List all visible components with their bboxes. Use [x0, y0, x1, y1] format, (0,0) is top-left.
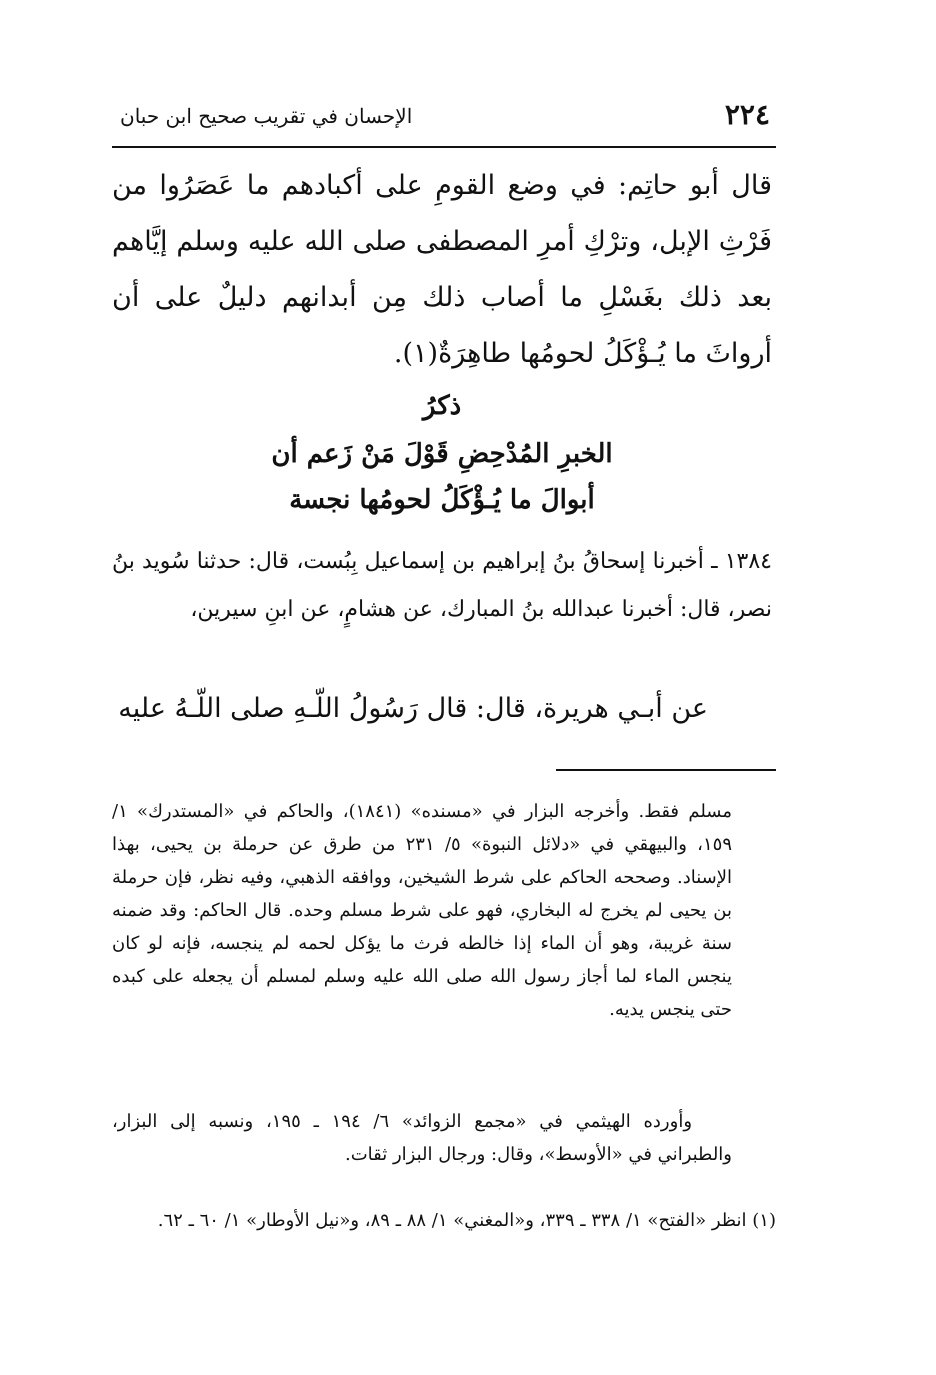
hadith-matn: عن أبـي هريرة، قال: قال رَسُولُ اللّـهِ صلى اللّـهُ عليه [118, 693, 708, 724]
hadith-isnad: ١٣٨٤ ـ أخبرنا إسحاقُ بنُ إبراهيم بن إسماعيل بِبُست، قال: حدثنا سُويد بنُ نصر، قال: أخبرنا عبدالله بنُ المبارك، عن هشامٍ، عن ابنِ سيرين، [112, 549, 772, 622]
footnote-1-number: (١) [752, 1210, 776, 1231]
running-title: الإحسان في تقريب صحيح ابن حبان [120, 104, 413, 128]
footnote-haythami: وأورده الهيثمي في «مجمع الزوائد» ٦/ ١٩٤ ـ ١٩٥، ونسبه إلى البزار، والطبراني في «الأوسط»، وقال: ورجال البزار ثقات. [112, 1111, 732, 1165]
chapter-heading-line-2: أبوالَ ما يُـؤْكَلُ لحومُها نجسة [289, 485, 595, 515]
header-divider [112, 146, 776, 148]
footnote-1-text: انظر «الفتح» ١/ ٣٣٨ ـ ٣٣٩، و«المغني» ١/ ٨٨ ـ ٨٩، و«نيل الأوطار» ١/ ٦٠ ـ ٦٢. [157, 1210, 747, 1231]
page-header [112, 98, 776, 138]
footnote-1 [112, 1204, 776, 1237]
page-number: ٢٢٤ [724, 98, 770, 131]
chapter-heading-dhikr: ذكرُ [422, 391, 462, 421]
footnote-continuation: مسلم فقط. وأخرجه البزار في «مسنده» (١٨٤١)، والحاكم في «المستدرك» ١/ ١٥٩، والبيهقي في «دلائل النبوة» ٥/ ٢٣١ من طرق عن حرملة بن يحيى، بهذا الإسناد. وصححه الحاكم على شرط الشيخين، ووافقه الذهبي، وفيه نظر، فإن حرملة بن يحيى لم يخرج له البخاري، فهو على شرط مسلم وحده. قال الحاكم: وقد ضمنه سنة غريبة، وهو أن الماء إذا خالطه فرث ما يؤكل لحمه لم ينجسه، فإنه لو كان ينجس الماء لما أجاز رسول الله صلى الله عليه وسلم لمسلم أن يجعله على كبده حتى ينجس يديه. [112, 801, 733, 1020]
chapter-heading-line-1: الخبرِ المُدْحِضِ قَوْلَ مَنْ زَعم أن [271, 439, 613, 469]
footnote-divider [556, 769, 776, 771]
abu-hatim-paragraph: قال أبو حاتِم: في وضع القومِ على أكبادهم ما عَصَرُوا من فَرْثِ الإبل، وترْكِ أمرِ المصطفى صلى الله عليه وسلم إيَّاهم بعد ذلك بغَسْلِ ما أصاب ذلك مِن أبدانهم دليلٌ على أن أرواثَ ما يُـؤْكَلُ لحومُها طاهِرَةٌ(١). [112, 170, 772, 369]
